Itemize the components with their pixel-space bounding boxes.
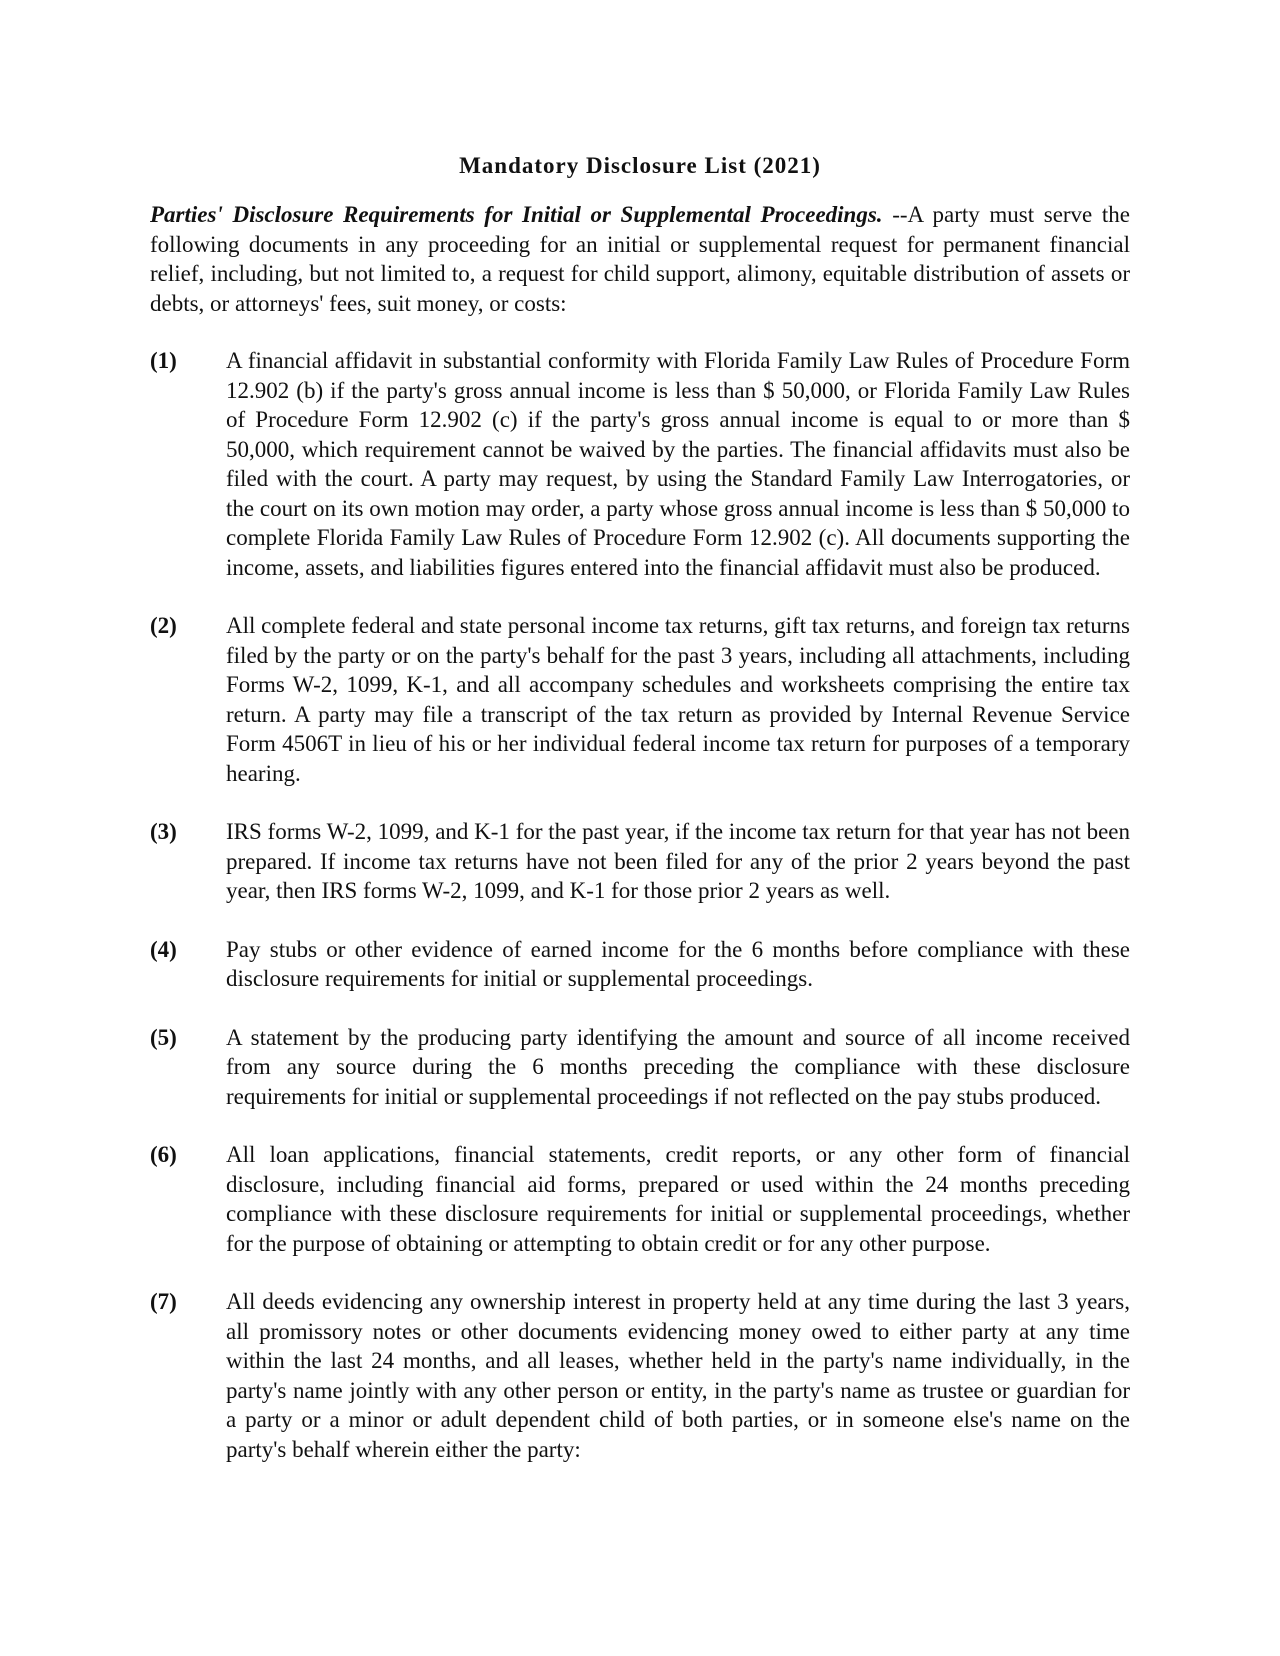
item-text: All complete federal and state personal income tax returns, gift tax returns, and foreign tax returns filed by the party or on the party's behalf for the past 3 years, including all attachments, including Forms W-2, 1099, K-1, and all accompany schedules and worksheets comprising the entire tax return. A party may file a transcript of the tax return as provided by Internal Revenue Service Form 4506T in lieu of his or her individual federal income tax return for purposes of a temporary hearing. [226,613,1130,786]
item-number: (7) [150,1289,177,1314]
list-item [150,611,1130,788]
item-number: (2) [150,613,177,638]
item-text: A financial affidavit in substantial conformity with Florida Family Law Rules of Procedure Form 12.902 (b) if the party's gross annual income is less than $ 50,000, or Florida Family Law Rules of Procedure Form 12.902 (c) if the party's gross annual income is equal to or more than $ 50,000, which requirement cannot be waived by the parties. The financial affidavits must also be filed with the court. A party may request, by using the Standard Family Law Interrogatories, or the court on its own motion may order, a party whose gross annual income is less than $ 50,000 to complete Florida Family Law Rules of Procedure Form 12.902 (c). All documents supporting the income, assets, and liabilities figures entered into the financial affidavit must also be produced. [226,348,1130,580]
item-text: All deeds evidencing any ownership interest in property held at any time during the last 3 years, all promissory notes or other documents evidencing money owed to either party at any time within the last 24 months, and all leases, whether held in the party's name individually, in the party's name jointly with any other person or entity, in the party's name as trustee or guardian for a party or a minor or adult dependent child of both parties, or in someone else's name on the party's behalf wherein either the party: [226,1289,1130,1462]
item-number: (6) [150,1142,177,1167]
list-item [150,1140,1130,1258]
list-item [150,346,1130,582]
item-number: (5) [150,1024,177,1050]
list-item [150,1023,1130,1112]
list-item [150,817,1130,906]
document-page [150,150,1130,1493]
item-text: All loan applications, financial statements, credit reports, or any other form of financial disclosure, including financial aid forms, prepared or used within the 24 months preceding compliance with these disclosure requirements for initial or supplemental proceedings, whether for the purpose of obtaining or attempting to obtain credit or for any other purpose. [226,1142,1130,1256]
document-title: Mandatory Disclosure List (2021) [459,153,821,178]
item-text: A statement by the producing party identifying the amount and source of all income received from any source during the 6 months preceding the compliance with these disclosure requirements for initial or supplemental proceedings if not reflected on the pay stubs produced. [226,1024,1130,1109]
item-number: (3) [150,819,177,844]
list-item [150,935,1130,994]
item-number: (4) [150,936,177,962]
item-text: IRS forms W-2, 1099, and K-1 for the past year, if the income tax return for that year has not been prepared. If income tax returns have not been filed for any of the prior 2 years beyond the past year, then IRS forms W-2, 1099, and K-1 for those prior 2 years as well. [226,819,1130,903]
item-number: (1) [150,348,177,373]
intro-paragraph [150,200,1130,318]
list-item [150,1287,1130,1464]
intro-body: --A party must serve the following documents in any proceeding for an initial or supplemental request for permanent financial relief, including, but not limited to, a request for child support, alimony, equitable distribution of assets or debts, or attorneys' fees, suit money, or costs: [150,202,1130,316]
intro-lead: Parties' Disclosure Requirements for Initial or Supplemental Proceedings. [150,202,883,227]
item-text: Pay stubs or other evidence of earned income for the 6 months before compliance with these disclosure requirements for initial or supplemental proceedings. [226,936,1130,991]
